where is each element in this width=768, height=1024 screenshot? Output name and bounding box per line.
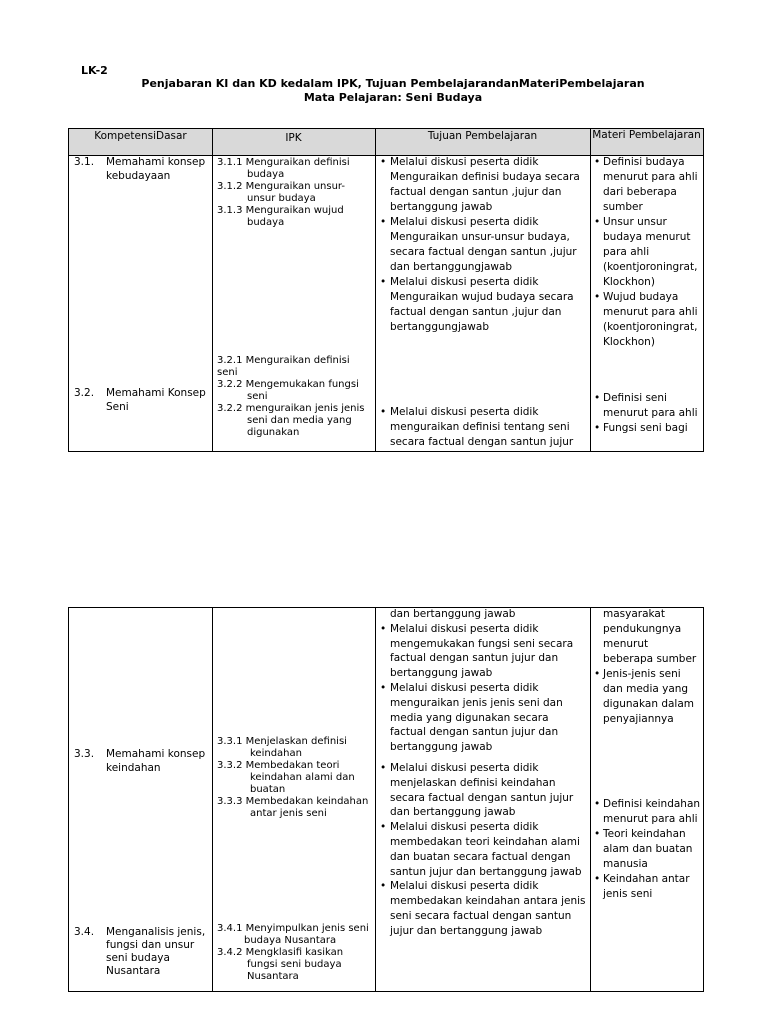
header-ipk: IPK bbox=[285, 132, 302, 144]
kd-row: 3.3. Memahami konsep keindahan bbox=[74, 748, 206, 774]
ipk-item: 3.1.1 Menguraikan definisi budaya bbox=[217, 157, 350, 180]
materi-list bbox=[593, 607, 701, 727]
list-item-continued: dan bertanggung jawab bbox=[390, 608, 516, 620]
header-tujuan: Tujuan Pembelajaran bbox=[427, 130, 538, 142]
list-item: • Keindahan antar jenis seni bbox=[593, 872, 701, 902]
ipk-item: 3.4.1 Menyimpulkan jenis seni budaya Nusantara bbox=[217, 923, 369, 946]
header-materi: Materi Pembelajaran bbox=[592, 129, 701, 141]
list-item: • Definisi budaya menurut para ahli dari beberapa sumber bbox=[593, 155, 701, 215]
doc-title: Penjabaran KI dan KD kedalam IPK, Tujuan PembelajarandanMateriPembelajaran bbox=[141, 77, 645, 90]
list-item: • Melalui diskusi peserta didik Menguraikan unsur-unsur budaya, secara factual dengan santun ,jujur dan bertanggungjawab bbox=[378, 215, 586, 275]
ipk-item: 3.3.2 Membedakan teori keindahan alami dan buatan bbox=[217, 760, 355, 795]
kd-row: 3.2. Memahami Konsep Seni bbox=[74, 387, 206, 413]
ipk-item: 3.2.2 Mengemukakan fungsi seni bbox=[217, 379, 359, 402]
header-kompetensi-dasar: KompetensiDasar bbox=[94, 130, 187, 142]
materi-list bbox=[593, 797, 701, 902]
list-item: • Melalui diskusi peserta didik Menguraikan definisi budaya secara factual dengan santun ,jujur dan bertanggung jawab bbox=[378, 155, 586, 215]
tujuan-list bbox=[378, 405, 586, 450]
ipk-group bbox=[217, 355, 373, 439]
list-item: • Definisi seni menurut para ahli bbox=[593, 391, 701, 421]
list-item: • Melalui diskusi peserta didik menjelaskan definisi keindahan secara factual dengan santun jujur dan bertanggung jawab bbox=[378, 761, 586, 820]
kd-row: 3.4. Menganalisis jenis, fungsi dan unsur seni budaya Nusantara bbox=[74, 926, 206, 977]
list-item-continued: masyarakat pendukungnya menurut beberapa sumber bbox=[603, 608, 697, 665]
list-item: • Teori keindahan alam dan buatan manusia bbox=[593, 827, 701, 872]
ipk-group bbox=[217, 736, 373, 820]
ipk-item: 3.1.2 Menguraikan unsur-unsur budaya bbox=[217, 181, 346, 204]
list-item: • Melalui diskusi peserta didik Menguraikan wujud budaya secara factual dengan santun ,jujur dan bertanggungjawab bbox=[378, 275, 586, 335]
list-item: • Unsur unsur budaya menurut para ahli (koentjoroningrat, Klockhon) bbox=[593, 215, 701, 290]
table-page-1 bbox=[68, 128, 704, 452]
ipk-item: 3.4.2 Mengklasifi kasikan fungsi seni budaya Nusantara bbox=[217, 947, 344, 982]
ipk-group bbox=[217, 157, 373, 229]
ipk-group bbox=[217, 923, 373, 983]
table-page-2 bbox=[68, 607, 704, 992]
list-item: • Melalui diskusi peserta didik menguraikan definisi tentang seni secara factual dengan santun jujur bbox=[378, 405, 586, 450]
list-item: • Melalui diskusi peserta didik membedakan teori keindahan alami dan buatan secara factual dengan santun jujur dan bertanggung jawab bbox=[378, 820, 586, 879]
materi-list bbox=[593, 391, 701, 436]
list-item: • Melalui diskusi peserta didik menguraikan jenis jenis seni dan media yang digunakan secara factual dengan santun jujur dan bertanggung jawab bbox=[378, 681, 586, 755]
ipk-item: 3.2.2 menguraikan jenis jenis seni dan media yang digunakan bbox=[217, 403, 365, 438]
ipk-item: 3.2.1 Menguraikan definisi seni bbox=[217, 355, 350, 378]
kd-row: 3.1. Memahami konsep kebudayaan bbox=[74, 156, 206, 182]
tujuan-list bbox=[378, 155, 586, 335]
list-item: • Definisi keindahan menurut para ahli bbox=[593, 797, 701, 827]
list-item: • Melalui diskusi peserta didik mengemukakan fungsi seni secara factual dengan santun jujur dan bertanggung jawab bbox=[378, 622, 586, 681]
list-item: • Melalui diskusi peserta didik membedakan keindahan antara jenis seni secara factual dengan santun jujur dan bertanggung jawab bbox=[378, 879, 586, 938]
doc-label: LK-2 bbox=[81, 64, 108, 77]
list-item: • Fungsi seni bagi bbox=[593, 421, 701, 436]
list-item: • Wujud budaya menurut para ahli (koentjoroningrat, Klockhon) bbox=[593, 290, 701, 350]
ipk-item: 3.3.1 Menjelaskan definisi keindahan bbox=[217, 736, 347, 759]
ipk-item: 3.1.3 Menguraikan wujud budaya bbox=[217, 205, 344, 228]
materi-list bbox=[593, 155, 701, 350]
tujuan-list bbox=[378, 607, 586, 939]
ipk-item: 3.3.3 Membedakan keindahan antar jenis seni bbox=[217, 796, 369, 819]
doc-subtitle: Mata Pelajaran: Seni Budaya bbox=[303, 91, 483, 104]
list-item: • Jenis-jenis seni dan media yang digunakan dalam penyajiannya bbox=[593, 667, 701, 727]
